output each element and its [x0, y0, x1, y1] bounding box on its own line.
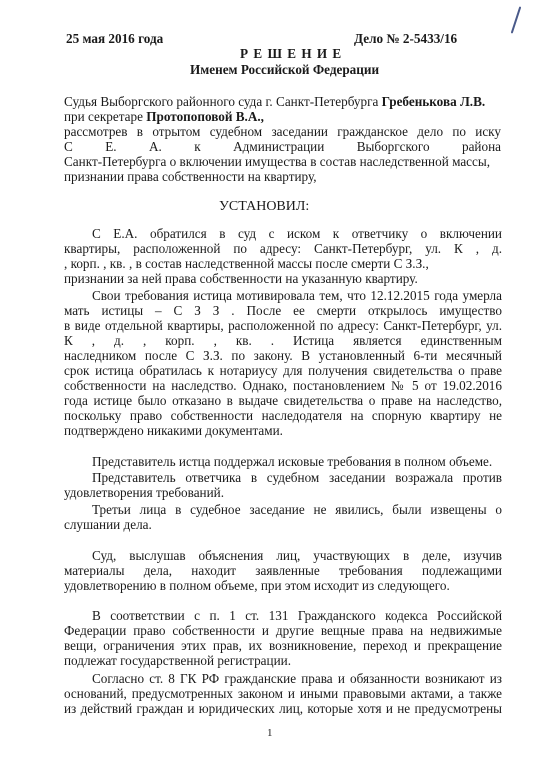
judge-prefix: Судья Выборгского районного суда г. Санкт-Петербурга	[64, 94, 379, 109]
paragraph-line: Представитель истца поддержал исковые требования в полном объеме.	[92, 454, 493, 469]
paragraph-line: из действий граждан и юридических лиц, которые хотя и не предусмотрены	[64, 701, 502, 716]
paragraph-line: С Е.А. обратился в суд с иском к ответчику о включении	[92, 226, 502, 241]
judge-name: Гребенькова Л.В.	[381, 94, 486, 109]
intro-line: рассмотрев в отрытом судебном заседании гражданское дело по иску	[64, 124, 501, 139]
paragraph-line: собственности на наследство. Однако, постановлением № 5 от 19.02.2016	[64, 378, 502, 393]
paragraph-line: К , д. , корп. , кв. . Истица является единственным	[64, 333, 502, 348]
pen-mark	[511, 6, 522, 33]
paragraph-line: удовлетворению в полном объеме, при этом исходит из следующего.	[64, 578, 450, 593]
paragraph-line: Федерации право собственности и другие вещные права на недвижимые	[64, 623, 502, 638]
paragraph-line: подтверждено никакими документами.	[64, 423, 283, 438]
paragraph-line: Представитель ответчика в судебном заседании возражала против	[92, 470, 502, 485]
secretary-line	[64, 109, 264, 124]
decision-title: Р Е Ш Е Н И Е	[240, 46, 343, 61]
paragraph-line: материалы дела, находит заявленные требования подлежащими	[64, 563, 502, 578]
paragraph-line: оснований, предусмотренных законом и иными правовыми актами, а также	[64, 686, 502, 701]
paragraph-line: признании за ней права собственности на указанную квартиру.	[64, 271, 418, 286]
paragraph-line: Третьи лица в судебное заседание не явились, были извещены о	[92, 502, 502, 517]
case-number: Дело № 2-5433/16	[354, 31, 458, 46]
judge-line	[64, 94, 485, 109]
paragraph-line: срок истица обратилась к нотариусу для получения свидетельства о праве	[64, 363, 502, 378]
page-number: 1	[267, 727, 273, 739]
decision-date: 25 мая 2016 года	[66, 31, 164, 46]
paragraph-line: удовлетворения требований.	[64, 485, 225, 500]
paragraph-line: вещи, ограничения этих прав, их возникновение, переход и прекращение	[64, 638, 502, 653]
paragraph-line: подлежат государственной регистрации.	[64, 653, 291, 668]
secretary-prefix: при секретаре	[64, 109, 143, 124]
paragraph-line: Согласно ст. 8 ГК РФ гражданские права и обязанности возникают из	[92, 671, 502, 686]
in-name-of-heading: Именем Российской Федерации	[190, 62, 380, 77]
paragraph-line: , корп. , кв. , в состав наследственной массы после смерти С З.З.,	[64, 256, 429, 271]
intro-line: признании права собственности на квартиру,	[64, 169, 317, 184]
paragraph-line: наследником после С З.З. по закону. В установленный 6-ти месячный	[64, 348, 502, 363]
paragraph-line: В соответствии с п. 1 ст. 131 Гражданского кодекса Российской	[92, 608, 502, 623]
paragraph-line: Свои требования истица мотивировала тем, что 12.12.2015 года умерла	[92, 288, 502, 303]
paragraph-line: квартиры, расположенной по адресу: Санкт-Петербург, ул. К , д.	[64, 241, 502, 256]
paragraph-line: мать истицы – С З З . После ее смерти открылось имущество	[64, 303, 502, 318]
paragraph-line: в виде отдельной квартиры, расположенной по адресу: Санкт-Петербург, ул.	[64, 318, 502, 333]
paragraph-line: поскольку право собственности наследодателя на спорную квартиру не	[64, 408, 502, 423]
intro-line: Санкт-Петербурга о включении имущества в состав наследственной массы,	[64, 154, 491, 169]
secretary-name: Протопоповой В.А.,	[146, 109, 264, 124]
intro-line: С Е. А. к Администрации Выборгского района	[64, 139, 501, 154]
paragraph-line: слушании дела.	[64, 517, 152, 532]
paragraph-line: Суд, выслушав объяснения лиц, участвующих в деле, изучив	[92, 548, 502, 563]
paragraph-line: года истице было отказано в выдаче свидетельства о праве на наследство,	[64, 393, 502, 408]
established-heading: УСТАНОВИЛ:	[219, 199, 310, 214]
